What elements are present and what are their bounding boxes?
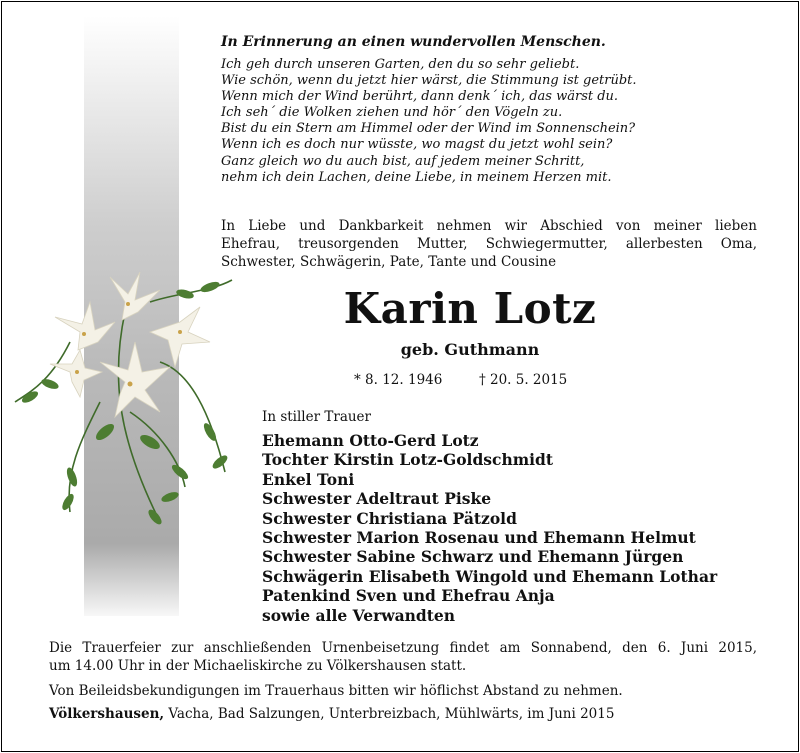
mourner: Ehemann Otto-Gerd Lotz: [262, 431, 479, 450]
notice-title: In Erinnerung an einen wundervollen Menschen.: [221, 34, 606, 50]
mourner: Schwester Marion Rosenau und Ehemann Helmut: [262, 528, 696, 548]
funeral-service-info: [49, 640, 757, 675]
poem-line: nehm ich dein Lachen, deine Liebe, in meinem Herzen mit.: [221, 169, 612, 185]
mourner: Schwester Sabine Schwarz und Ehemann Jürgen: [262, 547, 684, 567]
place-and-date: [49, 706, 614, 722]
condolences-note: Von Beileidsbekundigungen im Trauerhaus bitten wir höflichst Abstand zu nehmen.: [49, 683, 623, 699]
mourner: Schwester Adeltraut Piske: [262, 489, 492, 509]
mourner: Enkel Toni: [262, 469, 355, 489]
deceased-name: Karin Lotz: [343, 284, 597, 333]
poem-line: Ganz gleich wo du auch bist, auf jedem meiner Schritt,: [221, 153, 585, 169]
place-list: Vacha, Bad Salzungen, Unterbreizbach, Mühlwärts, im Juni 2015: [164, 706, 615, 722]
farewell-line: Ehefrau, treusorgenden Mutter, Schwiegermutter, allerbesten Oma,: [221, 236, 757, 252]
mourner: Schwester Christiana Pätzold: [262, 508, 517, 528]
mourner: sowie alle Verwandten: [262, 605, 456, 625]
mourner: Tochter Kirstin Lotz-Goldschmidt: [262, 450, 554, 470]
farewell-line: Schwester, Schwägerin, Pate, Tante und Cousine: [221, 254, 557, 270]
obituary-notice: [1, 1, 799, 752]
poem-line: Wenn ich es doch nur wüsste, wo magst du jetzt wohl sein?: [221, 137, 613, 153]
service-line: Die Trauerfeier zur anschließenden Urnenbeisetzung findet am Sonnabend, den 6. Juni 2015,: [49, 640, 757, 656]
poem-line: Wenn mich der Wind berührt, dann denk´ ich, das wärst du.: [221, 89, 619, 105]
poem: [221, 57, 761, 186]
maiden-name: geb. Guthmann: [400, 340, 540, 359]
birth-date: * 8. 12. 1946: [354, 372, 443, 388]
mourning-heading: In stiller Trauer: [262, 409, 372, 425]
life-dates: [354, 372, 567, 388]
poem-line: Bist du ein Stern am Himmel oder der Wind im Sonnenschein?: [221, 121, 636, 137]
poem-line: Ich seh´ die Wolken ziehen und hör´ den Vögeln zu.: [221, 105, 563, 121]
poem-line: Wie schön, wenn du jetzt hier wärst, die Stimmung ist getrübt.: [221, 73, 637, 89]
farewell-paragraph: [221, 217, 757, 271]
poem-line: Ich geh durch unseren Garten, den du so sehr geliebt.: [221, 57, 580, 72]
place-name: Völkershausen,: [49, 706, 165, 722]
service-line: um 14.00 Uhr in der Michaeliskirche zu Völkershausen statt.: [49, 657, 467, 674]
mourner: Patenkind Sven und Ehefrau Anja: [262, 586, 555, 606]
mourners-list: [262, 431, 717, 625]
death-date: † 20. 5. 2015: [478, 372, 568, 388]
mourner: Schwägerin Elisabeth Wingold und Ehemann Lothar: [262, 566, 718, 586]
farewell-line: In Liebe und Dankbarkeit nehmen wir Abschied von meiner lieben: [221, 218, 757, 234]
